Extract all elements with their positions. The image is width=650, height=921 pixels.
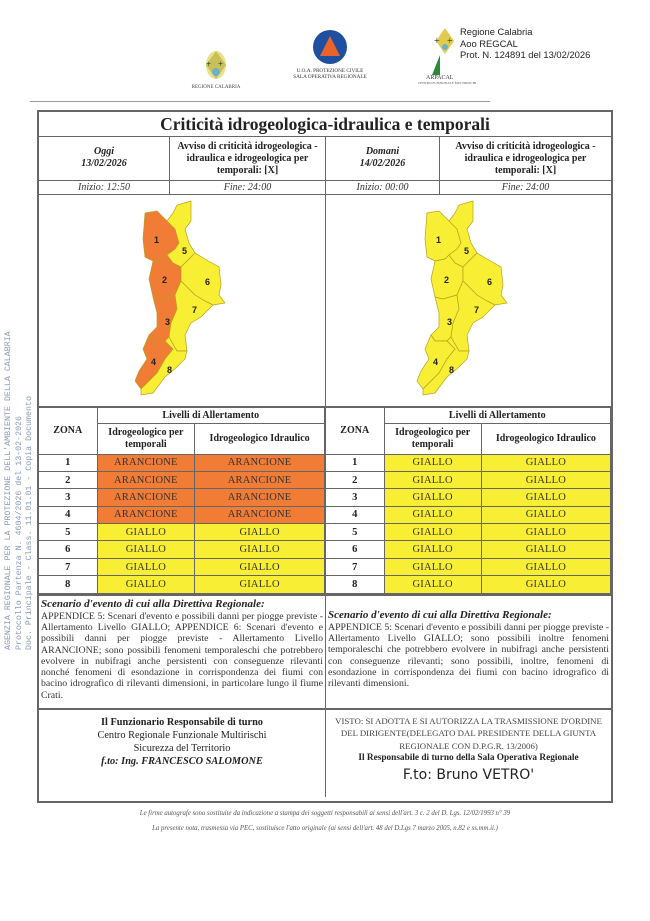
level-idraulico: GIALLO	[481, 506, 610, 523]
level-idraulico: ARANCIONE	[195, 454, 325, 471]
signature-left	[39, 710, 326, 797]
today-map-label-1: 1	[154, 235, 160, 245]
livelli-header: Livelli di Allertamento	[97, 408, 325, 423]
tomorrow-map-label-2: 2	[444, 275, 450, 285]
zona-number: 5	[39, 524, 97, 541]
signature-row	[39, 710, 611, 797]
level-idraulico: GIALLO	[481, 576, 610, 593]
level-row	[326, 524, 611, 541]
signature-right-name: F.to: Bruno VETRO'	[402, 767, 535, 784]
zona-number: 8	[39, 576, 97, 593]
level-row	[39, 541, 325, 558]
level-temporali: GIALLO	[384, 454, 481, 471]
level-idraulico: GIALLO	[481, 541, 610, 558]
level-temporali: GIALLO	[384, 471, 481, 488]
arpacal-sub-label: CENTRO FUNZIONALE MULTIRISCHI	[418, 81, 477, 85]
tomorrow-levels-table	[326, 408, 611, 594]
level-row	[39, 576, 325, 593]
tomorrow-map-cell	[326, 195, 611, 406]
tomorrow-scenario	[326, 596, 611, 708]
level-row	[39, 489, 325, 506]
protezione-civile-logo	[280, 30, 380, 80]
level-idraulico: GIALLO	[481, 558, 610, 575]
zona-number: 5	[326, 524, 384, 541]
level-row	[326, 558, 611, 575]
livelli-header: Livelli di Allertamento	[384, 408, 611, 423]
level-idraulico: GIALLO	[195, 576, 325, 593]
level-temporali: GIALLO	[384, 541, 481, 558]
zona-number: 3	[326, 489, 384, 506]
today-inizio: Inizio: 12:50	[39, 181, 170, 194]
col-temporali-header	[384, 423, 481, 454]
level-temporali: GIALLO	[384, 506, 481, 523]
svg-text:+: +	[447, 36, 453, 47]
levels-tables-row	[39, 408, 611, 596]
level-idraulico: ARANCIONE	[195, 471, 325, 488]
scenario-row	[39, 596, 611, 710]
level-row	[326, 489, 611, 506]
col-temporali-line1: Idrogeologico per	[395, 426, 471, 438]
side-stamp-line1: AGENZIA REGIONALE PER LA PROTEZIONE DELL'AMBIENTE DELLA CALABRIA	[4, 331, 13, 650]
level-row	[326, 541, 611, 558]
protocol-line2: Aoo REGCAL	[460, 37, 518, 49]
level-row	[326, 576, 611, 593]
tomorrow-map-label-7: 7	[474, 305, 480, 315]
tomorrow-inizio: Inizio: 00:00	[326, 181, 440, 194]
visto-line2: DEL DIRIGENTE(DELEGATO DAL PRESIDENTE DELLA GIUNTA	[340, 728, 597, 739]
today-map-label-3: 3	[165, 317, 171, 327]
svg-text:+: +	[218, 59, 224, 69]
signature-right	[326, 710, 611, 797]
zona-number: 3	[39, 489, 97, 506]
signature-left-sector: Sicurezza del Territorio	[133, 742, 231, 754]
today-avviso-line1: Avviso di criticità idrogeologica -	[177, 141, 318, 152]
today-map-label-7: 7	[192, 305, 198, 315]
regione-calabria-logo	[191, 50, 241, 90]
zona-number: 6	[326, 541, 384, 558]
protezione-civile-emblem-icon	[313, 30, 347, 64]
level-temporali: ARANCIONE	[97, 471, 195, 488]
tomorrow-map-label-4: 4	[433, 357, 439, 367]
level-row	[326, 454, 611, 471]
svg-text:+: +	[206, 59, 212, 69]
tomorrow-map-label-3: 3	[447, 317, 453, 327]
protezione-civile-line2: SALA OPERATIVA REGIONALE	[293, 74, 367, 80]
today-map-cell	[39, 195, 326, 406]
col-temporali-header	[97, 423, 195, 454]
footer-note-1: Le firme autografe sono sostituite da indicazione a stampa dei soggetti responsabili ai sensi dell'art. 3 c. 2 del D. Lgs. 12/02/1993 n° 39	[139, 810, 511, 817]
zona-number: 1	[39, 454, 97, 471]
tomorrow-scenario-title: Scenario d'evento di cui alla Direttiva Regionale:	[328, 608, 552, 621]
today-map-label-4: 4	[151, 357, 157, 367]
regione-calabria-emblem-icon	[203, 50, 229, 80]
today-fine: Fine: 24:00	[170, 181, 326, 194]
level-idraulico: GIALLO	[481, 524, 610, 541]
tomorrow-avviso-line3: temporali: [X]	[494, 165, 557, 176]
regione-small-emblem-icon	[434, 28, 456, 54]
zona-header: ZONA	[39, 408, 97, 454]
level-idraulico: GIALLO	[481, 454, 610, 471]
level-row	[39, 506, 325, 523]
level-temporali: GIALLO	[384, 576, 481, 593]
level-idraulico: GIALLO	[195, 524, 325, 541]
bulletin-frame	[37, 110, 613, 803]
header-divider	[30, 101, 490, 102]
level-idraulico: GIALLO	[481, 489, 610, 506]
document-header	[0, 0, 650, 100]
zona-number: 4	[39, 506, 97, 523]
today-label-cell	[39, 137, 170, 180]
zona-number: 2	[39, 471, 97, 488]
tomorrow-avviso-line2: idraulica e idrogeologica per	[464, 153, 587, 164]
level-temporali: ARANCIONE	[97, 506, 195, 523]
tomorrow-avviso-line1: Avviso di criticità idrogeologica -	[455, 141, 596, 152]
level-idraulico: GIALLO	[195, 558, 325, 575]
tomorrow-levels-cell	[326, 408, 611, 594]
arpacal-sail-icon	[432, 55, 440, 75]
protezione-civile-line1: U.O.A. PROTEZIONE CIVILE	[296, 68, 364, 74]
zona-number: 8	[326, 576, 384, 593]
level-idraulico: GIALLO	[195, 541, 325, 558]
level-idraulico: GIALLO	[481, 471, 610, 488]
today-avviso-cell	[170, 137, 326, 180]
day-header-row	[39, 137, 611, 181]
zona-header: ZONA	[326, 408, 384, 454]
footer-note-2: La presente nota, trasmessa via PEC, sostituisce l'atto originale (ai sensi dell'art. 48 del D.Lgs 7 marzo 2005, n.82 e ss.mm.ii.)	[152, 825, 498, 832]
tomorrow-map-label-6: 6	[487, 277, 493, 287]
tomorrow-levels-body	[326, 454, 611, 593]
level-temporali: ARANCIONE	[97, 489, 195, 506]
tomorrow-map-label-1: 1	[436, 235, 442, 245]
side-stamp-line2: Protocollo Partenza N. 4604/2026 del 13-02-2026	[14, 415, 24, 650]
today-label: Oggi	[94, 146, 114, 157]
level-row	[39, 454, 325, 471]
signature-left-dept: Centro Regionale Funzionale Multirischi	[97, 729, 267, 741]
level-idraulico: ARANCIONE	[195, 489, 325, 506]
col-temporali-line2: temporali	[411, 438, 454, 450]
zona-number: 4	[326, 506, 384, 523]
col-idraulico-header: Idrogeologico Idraulico	[195, 423, 325, 454]
tomorrow-map-label-5: 5	[464, 246, 470, 256]
regione-calabria-label: REGIONE CALABRIA	[191, 85, 241, 90]
level-temporali: GIALLO	[384, 524, 481, 541]
zona-number: 7	[326, 558, 384, 575]
signature-right-role: Il Responsabile di turno della Sala Operativa Regionale	[358, 753, 579, 764]
tomorrow-fine: Fine: 24:00	[501, 182, 550, 193]
today-zone-map	[129, 199, 259, 405]
protocol-line3: Prot. N. 124891 del 13/02/2026	[460, 49, 591, 60]
zona-number: 1	[326, 454, 384, 471]
col-temporali-line1: Idrogeologico per	[108, 426, 184, 438]
today-scenario-title: Scenario d'evento di cui alla Direttiva Regionale:	[41, 597, 265, 610]
visto-line1: VISTO: SI ADOTTA E SI AUTORIZZA LA TRASMISSIONE D'ORDINE	[335, 715, 602, 726]
level-temporali: GIALLO	[384, 489, 481, 506]
zona-number: 2	[326, 471, 384, 488]
level-row	[39, 524, 325, 541]
tomorrow-avviso-cell	[440, 137, 611, 180]
tomorrow-zone-map	[411, 199, 541, 405]
zona-number: 7	[39, 558, 97, 575]
arpacal-label: ARPACAL	[426, 75, 454, 81]
side-protocol-stamp	[4, 331, 36, 650]
tomorrow-label-cell	[326, 137, 440, 180]
signature-left-role: Il Funzionario Responsabile di turno	[101, 716, 263, 728]
today-map-label-2: 2	[162, 275, 168, 285]
level-temporali: GIALLO	[97, 576, 195, 593]
col-temporali-line2: temporali	[125, 438, 167, 450]
today-map-label-5: 5	[182, 246, 188, 256]
tomorrow-map-label-8: 8	[449, 365, 455, 375]
time-row	[39, 181, 611, 195]
today-levels-table	[39, 408, 325, 594]
tomorrow-scenario-text: APPENDICE 5: Scenari d'evento e possibili danni per piogge previste - Allertamento Livello GIALLO; sono possibili inoltre fenomeni temporaleschi che potrebbero evolvere in nubifragi anche persistenti con conseguenze rilevanti; sono possibili, inoltre, fenomeni di esondazione in corrispondenza dei fiumi con bacino idrografico di rilevanti dimensioni.	[328, 621, 609, 690]
tomorrow-label: Domani	[365, 146, 400, 157]
today-date: 13/02/2026	[81, 158, 127, 169]
signature-left-name: f.to: Ing. FRANCESCO SALOMONE	[101, 755, 263, 767]
svg-text:+: +	[434, 36, 440, 47]
today-avviso-line2: idraulica e idrogeologica per	[186, 153, 309, 164]
today-map-label-6: 6	[205, 277, 211, 287]
level-temporali: ARANCIONE	[97, 454, 195, 471]
level-row	[39, 558, 325, 575]
level-row	[326, 471, 611, 488]
level-temporali: GIALLO	[97, 524, 195, 541]
today-scenario	[39, 596, 326, 708]
tomorrow-date: 14/02/2026	[359, 158, 406, 169]
zona-number: 6	[39, 541, 97, 558]
today-avviso-line3: temporali: [X]	[216, 165, 279, 176]
level-temporali: GIALLO	[97, 541, 195, 558]
level-row	[39, 471, 325, 488]
level-idraulico: ARANCIONE	[195, 506, 325, 523]
side-stamp-line3: Doc. Principale - Class. 11.01.01 - Copia Documento	[25, 396, 34, 650]
today-scenario-text: APPENDICE 5: Scenari d'evento e possibili danni per piogge previste - Allertamento Livello GIALLO; APPENDICE 6: Scenari d'evento e possibili danni per piogge previste - Allertamento Livello ARANCIONE; sono possibili fenomeni temporaleschi che potrebbero evolvere in nubifragi anche persistenti con conseguenze rilevanti nonché fenomeni di esondazione in corrispondenza dei fiumi con bacino idrografico di rilevanti dimensioni, in particolare lungo il fiume Crati.	[41, 610, 323, 701]
visto-line3: REGIONALE CON D.P.G.R. 13/2006)	[399, 740, 538, 751]
level-temporali: GIALLO	[384, 558, 481, 575]
bulletin-title: Criticità idrogeologica-idraulica e temporali	[39, 112, 611, 137]
today-map-label-8: 8	[167, 365, 173, 375]
today-levels-body	[39, 454, 325, 593]
level-row	[326, 506, 611, 523]
level-temporali: GIALLO	[97, 558, 195, 575]
protocol-line1: Regione Calabria	[460, 26, 533, 37]
maps-row	[39, 195, 611, 408]
col-idraulico-header: Idrogeologico Idraulico	[481, 423, 610, 454]
today-levels-cell	[39, 408, 326, 594]
